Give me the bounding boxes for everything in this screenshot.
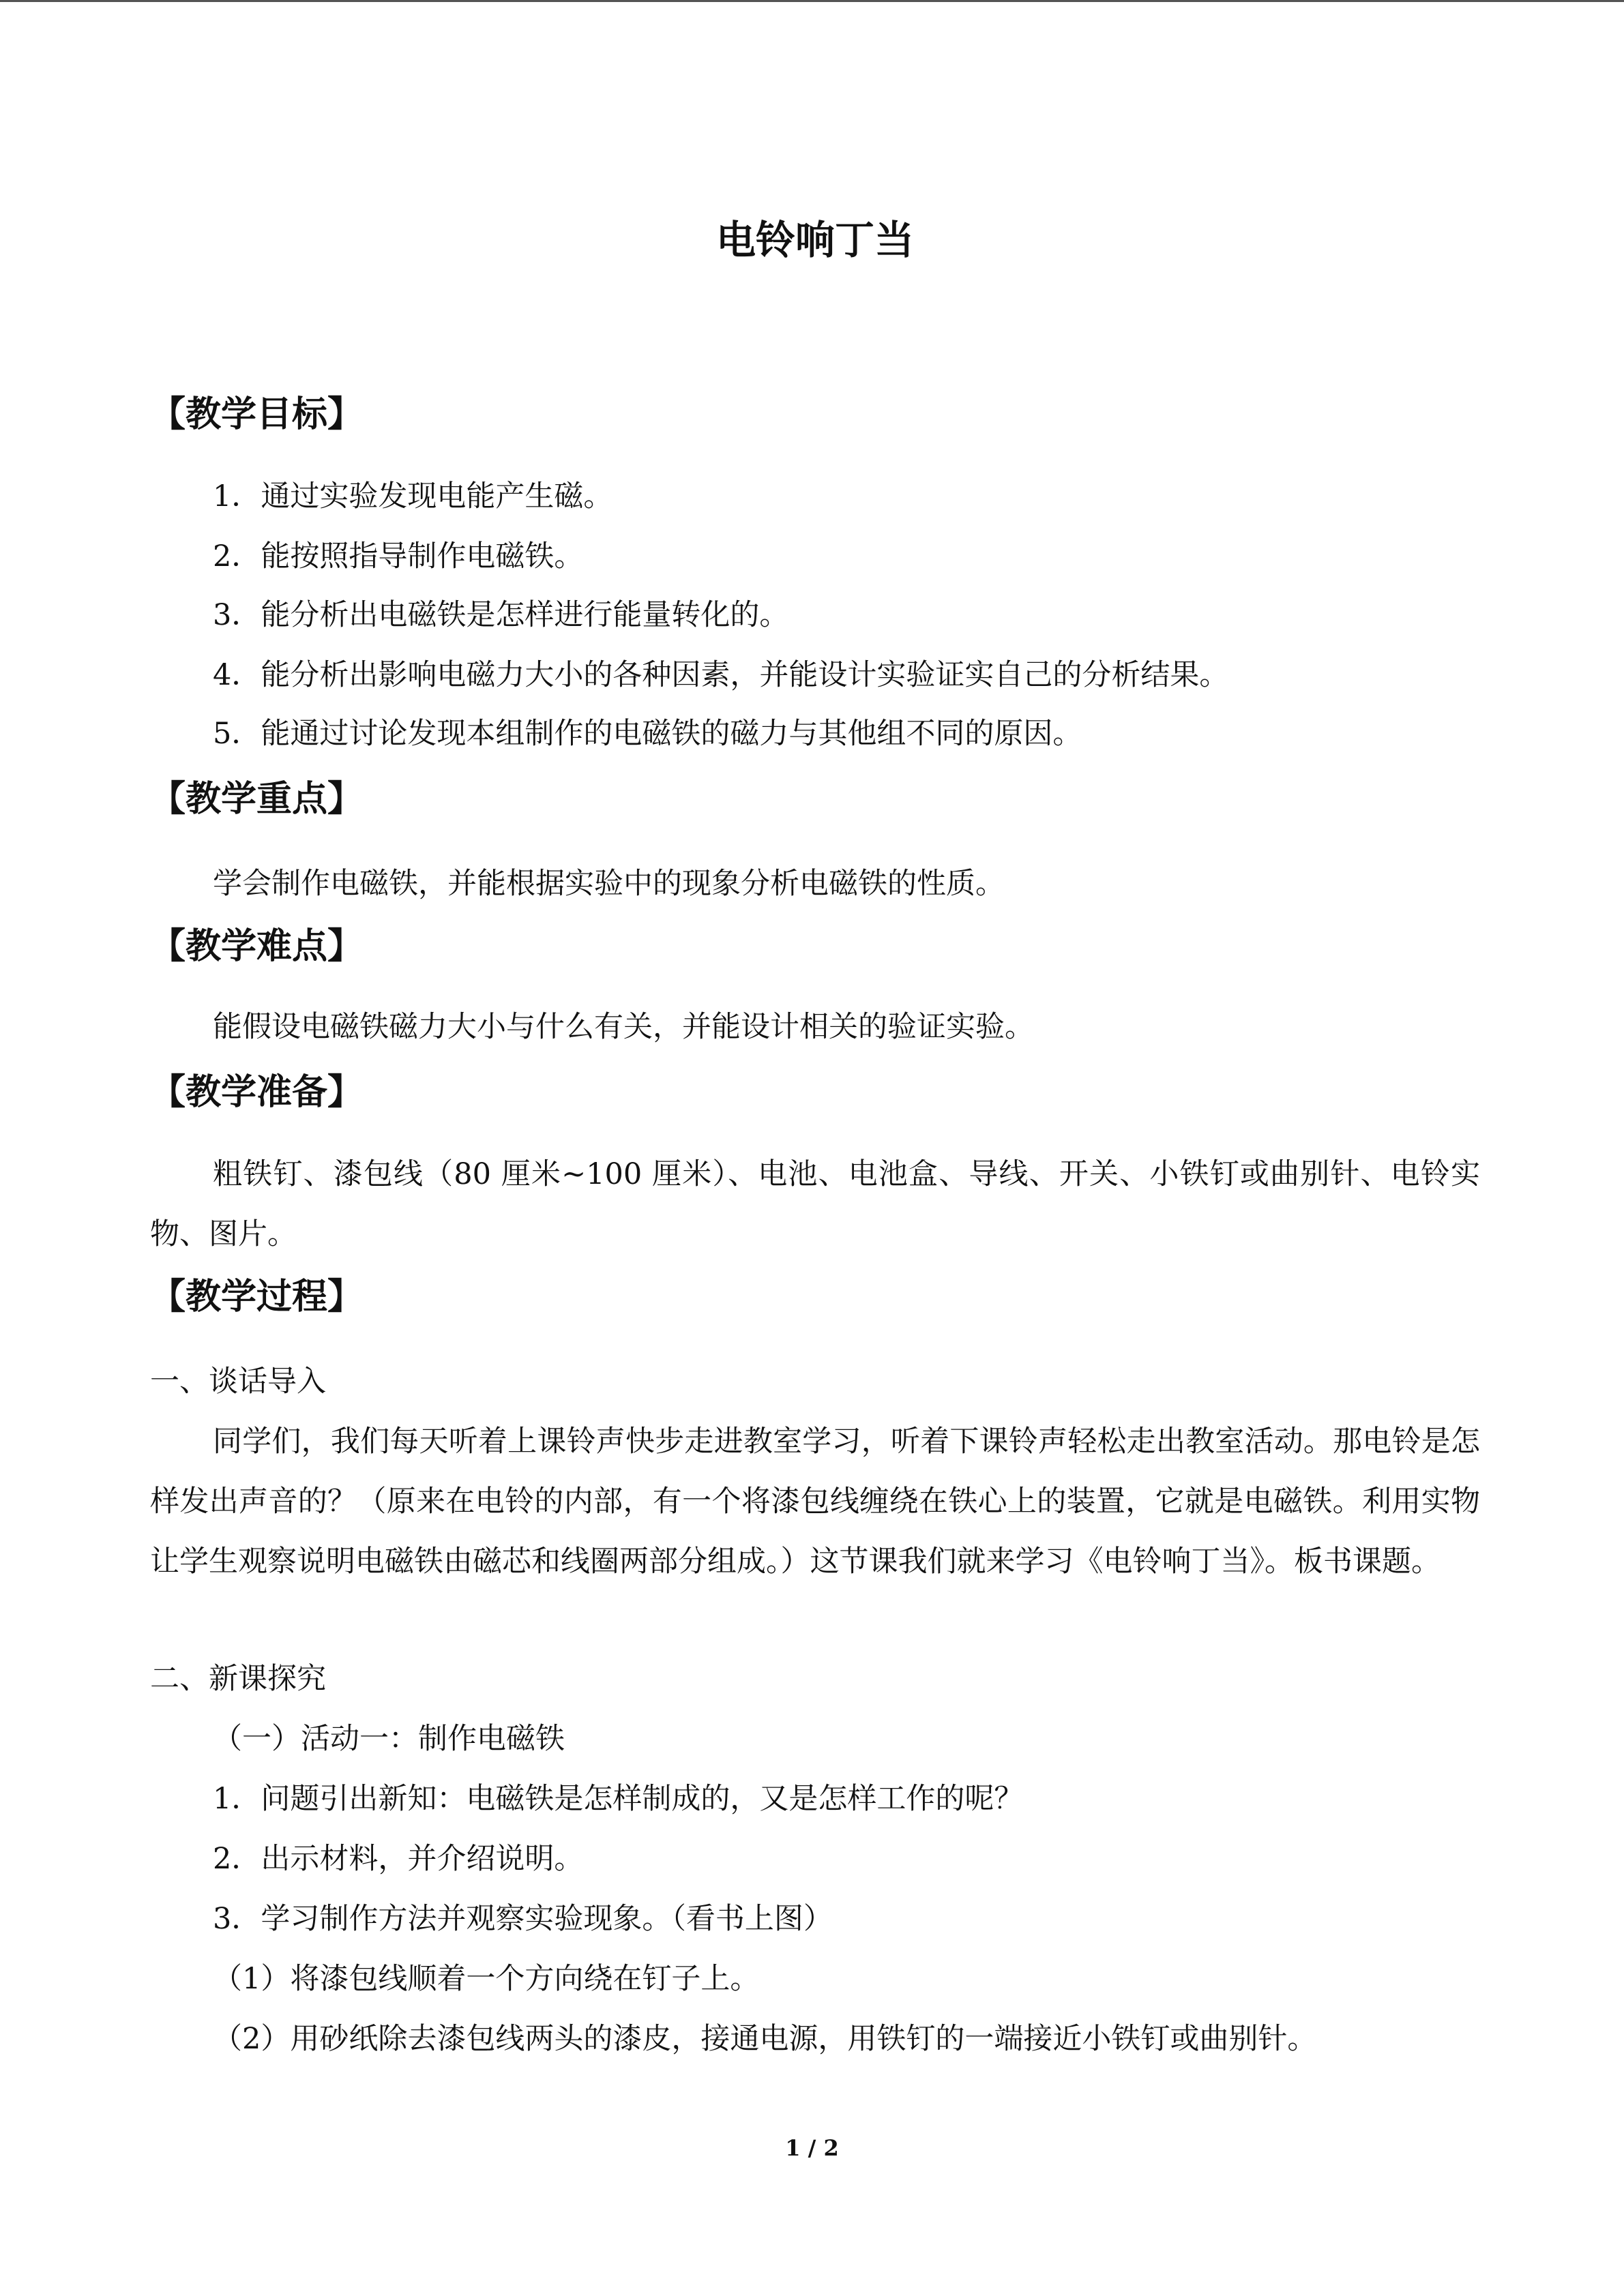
- step-item: 3．学习制作方法并观察实验现象。（看书上图）: [213, 1902, 833, 1936]
- objective-item: 4．能分析出影响电磁力大小的各种因素，并能设计实验证实自己的分析结果。: [213, 658, 1229, 692]
- objective-item: 3．能分析出电磁铁是怎样进行能量转化的。: [213, 598, 789, 632]
- preparation-heading: 【教学准备】: [150, 1072, 364, 1113]
- objective-item: 5．能通过讨论发现本组制作的电磁铁的磁力与其他组不同的原因。: [213, 717, 1082, 751]
- objective-item: 2．能按照指导制作电磁铁。: [213, 539, 584, 573]
- activity1-title: （一）活动一：制作电磁铁: [213, 1722, 565, 1756]
- key-points-heading: 【教学重点】: [150, 779, 364, 820]
- key-points-text: 学会制作电磁铁，并能根据实验中的现象分析电磁铁的性质。: [213, 867, 1005, 901]
- objectives-heading: 【教学目标】: [150, 394, 364, 435]
- step-item: 1．问题引出新知：电磁铁是怎样制成的，又是怎样工作的呢？: [213, 1782, 1024, 1816]
- process-heading: 【教学过程】: [150, 1277, 364, 1317]
- part1-title: 一、谈话导入: [150, 1365, 326, 1399]
- substep-item: （1）将漆包线顺着一个方向绕在钉子上。: [213, 1962, 760, 1996]
- page-top-border: [0, 0, 1624, 2]
- part1-text: 同学们，我们每天听着上课铃声快步走进教室学习，听着下课铃声轻松走出教室活动。那电铃是怎样发出声音的？（原来在电铃的内部，有一个将漆包线缠绕在铁心上的装置，它就是电磁铁。利用实物让学生观察说明电磁铁由磁芯和线圈两部分组成。）这节课我们就来学习《电铃响丁当》。板书课题。: [150, 1425, 1480, 1579]
- substep-item: （2）用砂纸除去漆包线两头的漆皮，接通电源，用铁钉的一端接近小铁钉或曲别针。: [213, 2022, 1317, 2056]
- page-number: 1 / 2: [785, 2135, 839, 2161]
- objective-item: 1．通过实验发现电能产生磁。: [213, 479, 613, 513]
- step-item: 2．出示材料，并介绍说明。: [213, 1842, 584, 1876]
- preparation-text: 粗铁钉、漆包线（80 厘米~100 厘米）、电池、电池盒、导线、开关、小铁钉或曲别针、电铃实物、图片。: [150, 1157, 1480, 1251]
- difficulties-text: 能假设电磁铁磁力大小与什么有关，并能设计相关的验证实验。: [213, 1010, 1034, 1044]
- page-title: 电铃响丁当: [715, 217, 914, 263]
- part2-title: 二、新课探究: [150, 1662, 326, 1696]
- difficulties-heading: 【教学难点】: [150, 926, 364, 967]
